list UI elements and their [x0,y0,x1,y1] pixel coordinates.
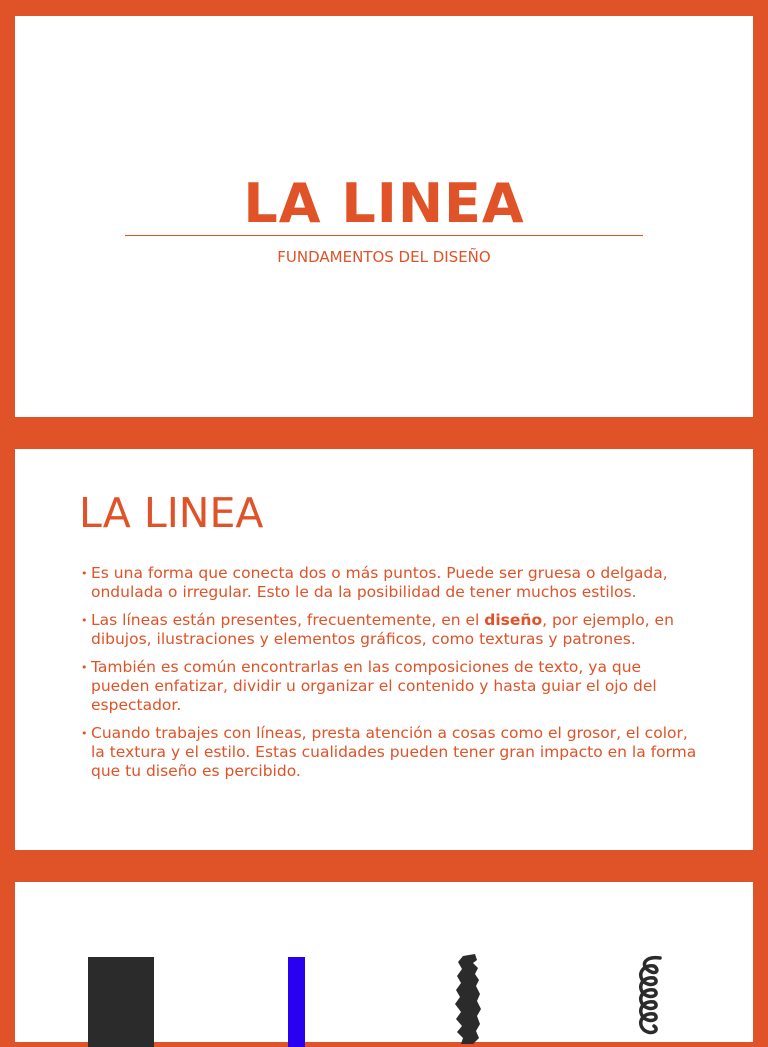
bullet-list [81,564,697,790]
bullet-text: También es común encontrarlas en las composiciones de texto, ya que pueden enfatizar, dividir u organizar el contenido y hasta guiar el ojo del espectador. [91,658,657,714]
thin-blue-line-sample [288,957,305,1047]
bullet-dot-icon: • [81,614,88,627]
bullet-text: Las líneas están presentes, frecuentemente, en el [91,611,485,629]
bullet-item [81,724,697,781]
bullet-text: Cuando trabajes con líneas, presta atención a cosas como el grosor, el color, la textura y el estilo. Estas cualidades pueden tener gran impacto en la forma que tu diseño es percibido. [91,724,697,780]
spiral-line-sample [630,954,670,1044]
bullet-dot-icon: • [81,567,88,580]
slide-title: LA LINEA [243,172,525,235]
bullet-dot-icon: • [81,727,88,740]
bullet-item [81,611,697,649]
content-slide [15,449,753,850]
bullet-item [81,564,697,602]
bullet-dot-icon: • [81,661,88,674]
title-divider [125,235,643,236]
line-samples-slide [15,882,753,1042]
bullet-bold-text: diseño [484,611,543,629]
rough-brush-line-sample [453,954,483,1044]
bullet-item [81,658,697,715]
bullet-text: , por ejemplo, en dibujos, ilustraciones y elementos gráficos, como texturas y patrones. [91,611,674,648]
thick-line-sample [88,957,154,1047]
title-slide [15,16,753,417]
slide-subtitle: FUNDAMENTOS DEL DISEÑO [277,248,491,266]
bullet-text: Es una forma que conecta dos o más puntos. Puede ser gruesa o delgada, ondulada o irregular. Esto le da la posibilidad de tener muchos estilos. [91,564,668,601]
slide-heading: LA LINEA [79,489,264,537]
